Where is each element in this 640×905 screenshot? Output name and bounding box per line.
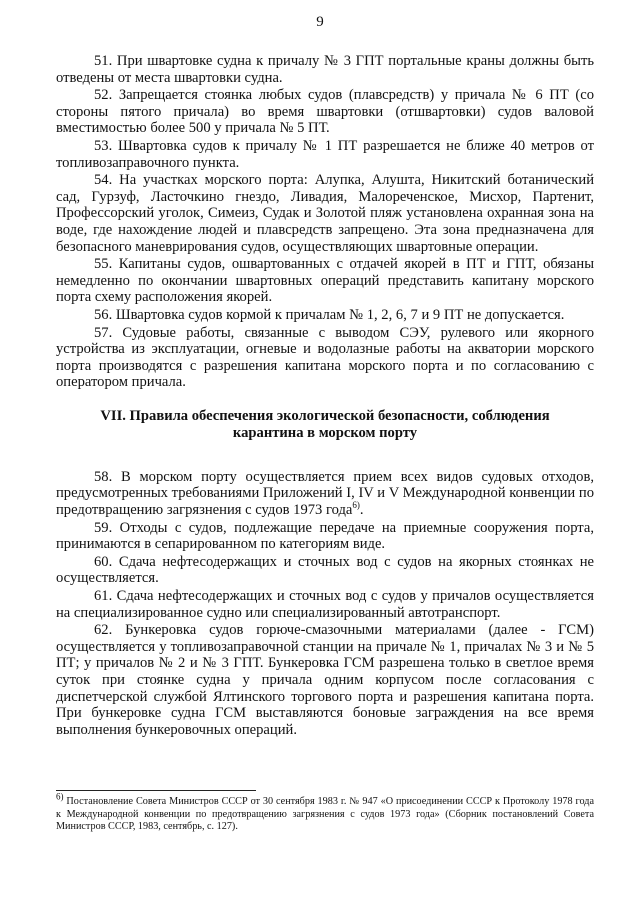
paragraph-56: 56. Швартовка судов кормой к причалам № 1, 2, 6, 7 и 9 ПТ не допускается. — [94, 306, 565, 323]
page-number: 9 — [316, 14, 324, 30]
section-heading: VII. Правила обеспечения экологической безопасности, соблюдения карантина в морском порту — [100, 407, 550, 441]
paragraph-59: 59. Отходы с судов, подлежащие передаче на приемные сооружения порта, принимаются в сепарированном по категориям виде. — [56, 519, 594, 553]
paragraph-51: 51. При швартовке судна к причалу № 3 ГПТ портальные краны должны быть отведены от места швартовки судна. — [56, 53, 594, 86]
paragraph-61: 61. Сдача нефтесодержащих и сточных вод с судов у причалов осуществляется на специализированное судно или специализированный автотранспорт. — [56, 588, 594, 621]
footnote-divider — [56, 790, 256, 791]
paragraph-62: 62. Бункеровка судов горюче-смазочными материалами (далее - ГСМ) осуществляется у топливозаправочной станции на причале № 1, причалах № 3 и № 5 ПТ; у причалов № 2 и № 3 ГПТ. Бункеровка ГСМ разрешена только в светлое время суток при стоянке судна у причала одним корпусом после согласования с диспетчерской службой Ялтинского торгового порта и разрешения капитана порта. При бункеровке судна ГСМ выставляются боновые заграждения на все время выполнения бункеровочных операций. — [56, 622, 594, 738]
paragraph-54: 54. На участках морского порта: Алупка, Алушта, Никитский ботанический сад, Гурзуф, Ласточкино гнездо, Ливадия, Малореченское, Мисхор, Партенит, Профессорский уголок, Симеиз, Судак и Золотой пляж установлена охранная зона на воде, где нахождение людей и плавсредств запрещено. Эта зона предназначена для безопасного маневрирования судов, осуществляющих швартовные операции. — [56, 172, 594, 255]
paragraph-58-tail: . — [359, 502, 364, 519]
paragraph-52: 52. Запрещается стоянка любых судов (плавсредств) у причала № 6 ПТ (со стороны пятого причала) во время швартовки (отшвартовки) судов валовой вместимостью более 500 у причала № 5 ПТ. — [56, 87, 594, 137]
paragraph-58-text: 58. В морском порту осуществляется прием всех видов судовых отходов, предусмотренных требованиями Приложений I, IV и V Международной конвенции по предотвращению загрязнения с судов 1973 года — [56, 468, 594, 519]
footnote-text: Постановление Совета Министров СССР от 30 сентября 1983 г. № 947 «О присоединении СССР к Протоколу 1978 года к Международной конвенции по предотвращению загрязнения с судов 1973 года» (Сборник постановлений Совета Министров СССР, 1983, сентябрь, с. 127). — [56, 796, 594, 832]
paragraph-55: 55. Капитаны судов, ошвартованных с отдачей якорей в ПТ и ГПТ, обязаны немедленно по окончании швартовных операций представить капитану морского порта схему расположения якорей. — [56, 256, 594, 306]
paragraph-60: 60. Сдача нефтесодержащих и сточных вод с судов на якорных стоянках не осуществляется. — [56, 553, 594, 587]
footnote-reference: 6) — [352, 500, 360, 511]
footnote-mark: 6) — [56, 791, 64, 802]
paragraph-57: 57. Судовые работы, связанные с выводом СЭУ, рулевого или якорного устройства из эксплуатации, огневые и водолазные работы на акватории морского порта производятся с разрешения капитана морского порта и по согласованию с оператором причала. — [56, 324, 594, 391]
document-body — [56, 53, 594, 739]
footnote — [56, 791, 594, 834]
paragraph-58 — [56, 469, 594, 519]
paragraph-53: 53. Швартовка судов к причалу № 1 ПТ разрешается не ближе 40 метров от топливозаправочного пункта. — [56, 137, 594, 171]
